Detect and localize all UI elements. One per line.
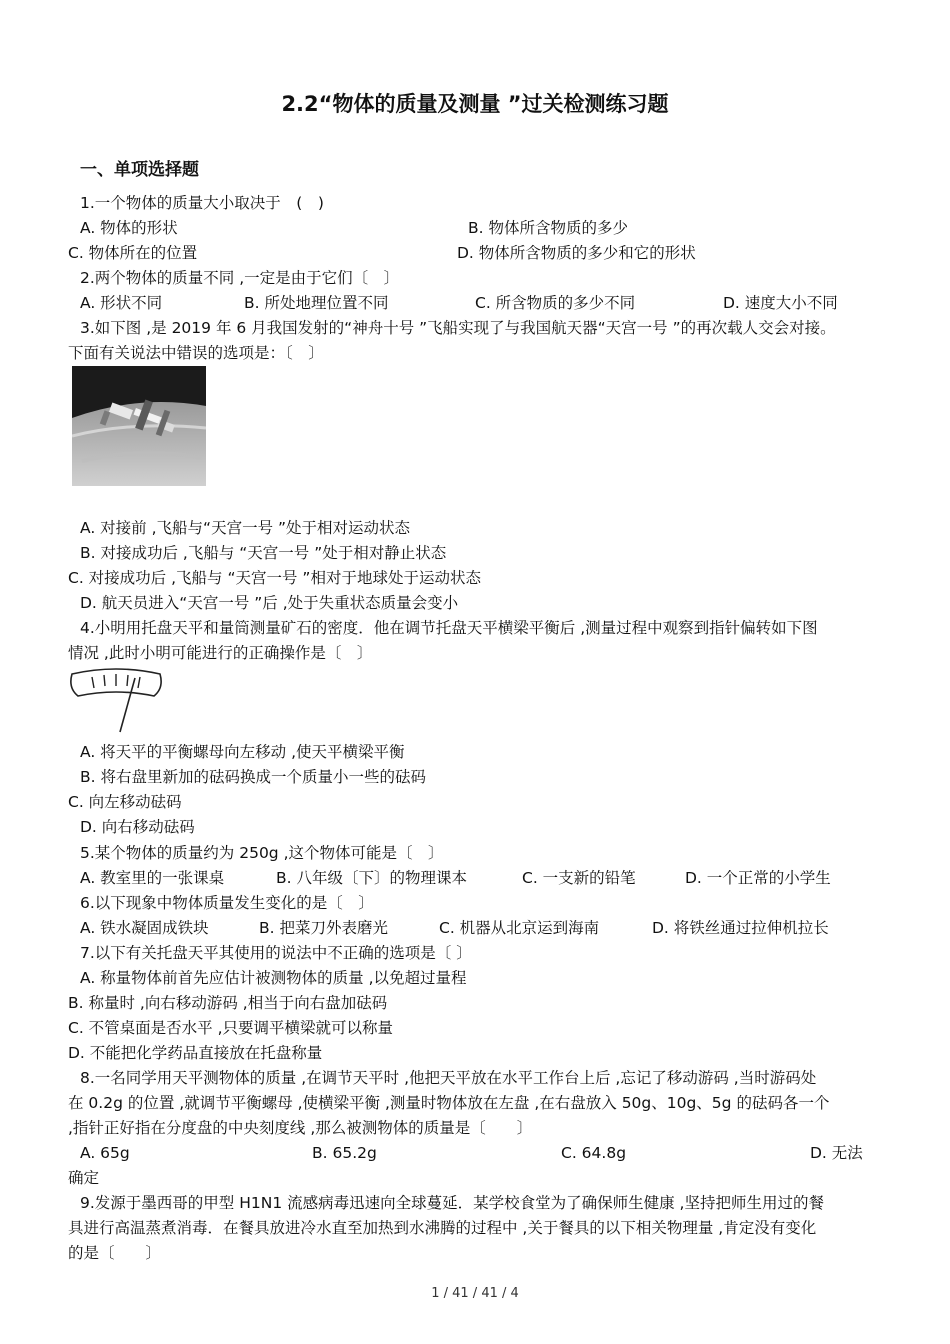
text-line: C. 64.8g [561, 1144, 627, 1162]
text-line: 具进行高温蒸煮消毒．在餐具放进冷水直至加热到水沸腾的过程中 ,关于餐具的以下相关物理量 ,肯定没有变化 [68, 1219, 817, 1237]
text-line: C. 所含物质的多少不同 [475, 294, 636, 312]
text-line: B. 所处地理位置不同 [244, 294, 389, 312]
text-line: C. 对接成功后 ,飞船与 “天宫一号 ”相对于地球处于运动状态 [68, 569, 481, 587]
text-line: D. 将铁丝通过拉伸机拉长 [652, 919, 829, 937]
text-line: C. 物体所在的位置 [68, 244, 198, 262]
page-title: 2.2“物体的质量及测量 ”过关检测练习题 [281, 92, 669, 116]
text-line: 9.发源于墨西哥的甲型 H1N1 流感病毒迅速向全球蔓延．某学校食堂为了确保师生健康 ,坚持把师生用过的餐 [80, 1194, 824, 1212]
text-line: 7.以下有关托盘天平其使用的说法中不正确的选项是〔 〕 [80, 944, 472, 962]
text-line: B. 65.2g [312, 1144, 377, 1162]
text-line: A. 形状不同 [80, 294, 163, 312]
text-line: A. 教室里的一张课桌 [80, 869, 225, 887]
text-line: D. 向右移动砝码 [80, 818, 195, 836]
text-line: 在 0.2g 的位置 ,就调节平衡螺母 ,使横梁平衡 ,测量时物体放在左盘 ,在右盘放入 50g、10g、5g 的砝码各一个 [68, 1094, 830, 1112]
text-line: B. 对接成功后 ,飞船与 “天宫一号 ”处于相对静止状态 [80, 544, 447, 562]
text-line: 2.两个物体的质量不同 ,一定是由于它们〔 〕 [80, 269, 400, 287]
text-line: C. 机器从北京运到海南 [439, 919, 600, 937]
text-line: 1.一个物体的质量大小取决于 ( ) [80, 194, 324, 212]
text-line: C. 一支新的铅笔 [522, 869, 636, 887]
text-line: 4.小明用托盘天平和量筒测量矿石的密度．他在调节托盘天平横梁平衡后 ,测量过程中观察到指针偏转如下图 [80, 619, 818, 637]
text-line: D. 航天员进入“天宫一号 ”后 ,处于失重状态质量会变小 [80, 594, 459, 612]
text-line: B. 物体所含物质的多少 [468, 219, 628, 237]
text-line: 情况 ,此时小明可能进行的正确操作是〔 〕 [68, 644, 373, 662]
section-heading: 一、单项选择题 [80, 160, 199, 180]
text-line: D. 速度大小不同 [723, 294, 838, 312]
text-line: ,指针正好指在分度盘的中央刻度线 ,那么被测物体的质量是〔 〕 [68, 1119, 533, 1137]
text-line: B. 八年级〔下〕的物理课本 [276, 869, 467, 887]
text-line: A. 称量物体前首先应估计被测物体的质量 ,以免超过量程 [80, 969, 467, 987]
text-line: B. 把菜刀外表磨光 [259, 919, 388, 937]
text-line: A. 物体的形状 [80, 219, 178, 237]
text-line: 3.如下图 ,是 2019 年 6 月我国发射的“神舟十号 ”飞船实现了与我国航天器“天宫一号 ”的再次载人交会对接。 [80, 319, 836, 337]
text-line: A. 将天平的平衡螺母向左移动 ,使天平横梁平衡 [80, 743, 405, 761]
text-line: C. 向左移动砝码 [68, 793, 182, 811]
text-line: 的是〔 〕 [68, 1244, 162, 1262]
text-line: A. 对接前 ,飞船与“天宫一号 ”处于相对运动状态 [80, 519, 411, 537]
text-line: D. 无法 [810, 1144, 863, 1162]
page-footer: 1 / 41 / 41 / 4 [431, 1286, 519, 1301]
text-line: B. 将右盘里新加的砝码换成一个质量小一些的砝码 [80, 768, 426, 786]
text-line: D. 一个正常的小学生 [685, 869, 831, 887]
text-line: D. 不能把化学药品直接放在托盘称量 [68, 1044, 323, 1062]
spacecraft-docking-photo [72, 366, 206, 486]
text-line: 6.以下现象中物体质量发生变化的是〔 〕 [80, 894, 374, 912]
text-line: B. 称量时 ,向右移动游码 ,相当于向右盘加砝码 [68, 994, 388, 1012]
text-line: 下面有关说法中错误的选项是：〔 〕 [68, 344, 324, 362]
text-line: A. 铁水凝固成铁块 [80, 919, 209, 937]
text-line: 8.一名同学用天平测物体的质量 ,在调节天平时 ,他把天平放在水平工作台上后 ,忘记了移动游码 ,当时游码处 [80, 1069, 817, 1087]
text-line: 5.某个物体的质量约为 250g ,这个物体可能是〔 〕 [80, 844, 444, 862]
text-line: A. 65g [80, 1144, 130, 1162]
text-line: D. 物体所含物质的多少和它的形状 [457, 244, 696, 262]
text-line: C. 不管桌面是否水平 ,只要调平横梁就可以称量 [68, 1019, 394, 1037]
text-line: 确定 [68, 1169, 100, 1187]
balance-pointer-figure [66, 666, 166, 736]
